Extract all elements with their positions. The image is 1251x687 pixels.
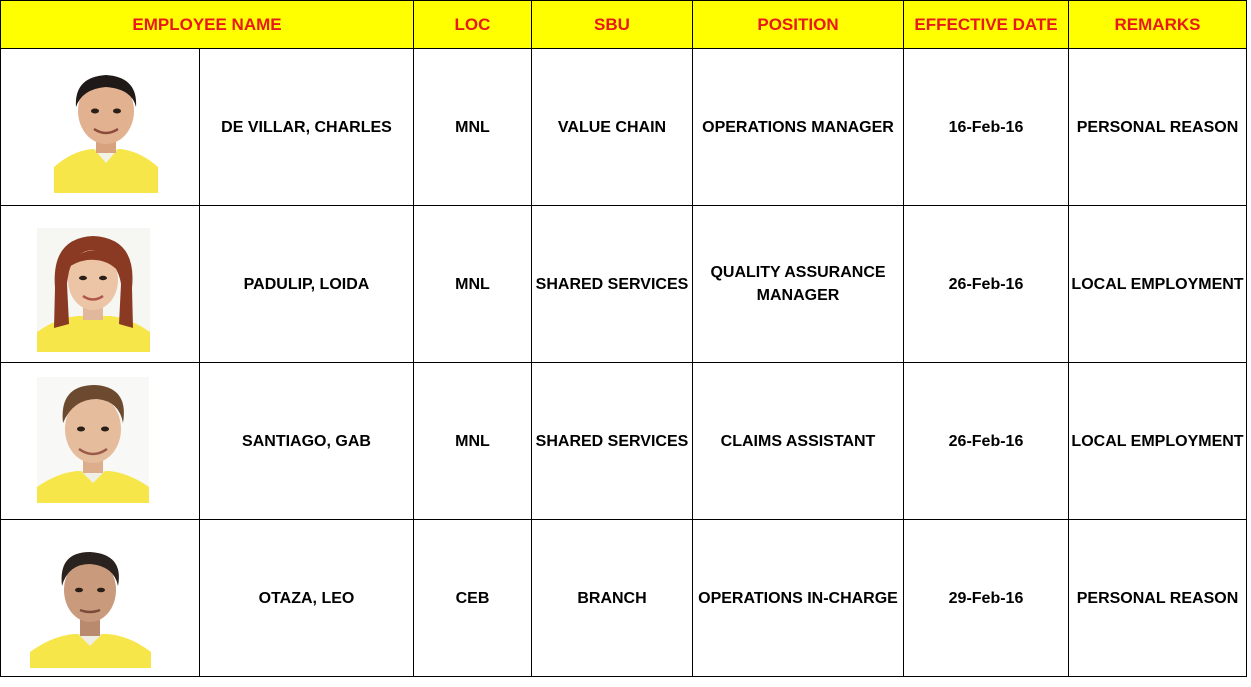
remarks-cell: PERSONAL REASON [1069, 49, 1247, 206]
loc-cell: MNL [414, 49, 532, 206]
header-row [1, 1, 1247, 49]
photo-cell [1, 520, 200, 677]
table-row [1, 206, 1247, 363]
loc-cell: MNL [414, 206, 532, 363]
sbu-cell: SHARED SERVICES [532, 206, 693, 363]
employee-name: DE VILLAR, CHARLES [200, 49, 414, 206]
position-cell: OPERATIONS IN-CHARGE [693, 520, 904, 677]
sbu-cell: BRANCH [532, 520, 693, 677]
table-row [1, 49, 1247, 206]
header-loc: LOC [414, 1, 532, 49]
loc-cell: CEB [414, 520, 532, 677]
employee-name: SANTIAGO, GAB [200, 363, 414, 520]
position-cell: CLAIMS ASSISTANT [693, 363, 904, 520]
position-cell: QUALITY ASSURANCE MANAGER [693, 206, 904, 363]
employee-photo-female-icon [37, 228, 150, 352]
employee-photo-male-icon [37, 377, 149, 503]
header-employee-name: EMPLOYEE NAME [1, 1, 414, 49]
photo-cell [1, 363, 200, 520]
header-effective-date: EFFECTIVE DATE [904, 1, 1069, 49]
sbu-cell: SHARED SERVICES [532, 363, 693, 520]
photo-cell [1, 49, 200, 206]
employee-name: OTAZA, LEO [200, 520, 414, 677]
employee-name: PADULIP, LOIDA [200, 206, 414, 363]
effective-date-cell: 26-Feb-16 [904, 206, 1069, 363]
sbu-cell: VALUE CHAIN [532, 49, 693, 206]
remarks-cell: LOCAL EMPLOYMENT [1069, 363, 1247, 520]
remarks-cell: PERSONAL REASON [1069, 520, 1247, 677]
table-row [1, 363, 1247, 520]
loc-cell: MNL [414, 363, 532, 520]
employee-photo-male-icon [30, 542, 151, 668]
remarks-cell: LOCAL EMPLOYMENT [1069, 206, 1247, 363]
header-position: POSITION [693, 1, 904, 49]
employee-photo-male-icon [54, 63, 158, 193]
effective-date-cell: 29-Feb-16 [904, 520, 1069, 677]
photo-cell [1, 206, 200, 363]
position-cell: OPERATIONS MANAGER [693, 49, 904, 206]
header-sbu: SBU [532, 1, 693, 49]
header-remarks: REMARKS [1069, 1, 1247, 49]
effective-date-cell: 26-Feb-16 [904, 363, 1069, 520]
effective-date-cell: 16-Feb-16 [904, 49, 1069, 206]
table-row [1, 520, 1247, 677]
